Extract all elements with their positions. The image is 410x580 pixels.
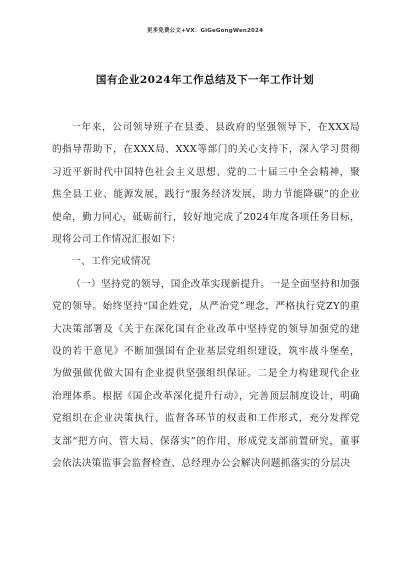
- document-body: [52, 117, 360, 476]
- document-title: 国有企业2024年工作总结及下一年工作计划: [95, 74, 315, 86]
- intro-paragraph: 一年来，公司领导班子在县委、县政府的坚强领导下，在XXX局的指导帮助下，在XXX局、XXX等部门的关心支持下，深入学习贯彻习近平新时代中国特色社会主义思想、党的二十届三中全会精神，聚焦全县工业、能源发展，践行“服务经济发展，助力节能降碳”的企业使命，勤力同心，砥砺前行，较好地完成了2024年度各项任务目标，现将公司工作情况汇报如下：: [52, 122, 360, 246]
- item-one-paragraph: （一）坚持党的领导，国企改革实现新提升。一是全面坚持和加强党的领导。始终坚持“国企姓党，从严治党”理念，严格执行党ZY的重大决策部署及《关于在深化国有企业改革中坚持党的领导加强党的建设的若干意见》不断加强国有企业基层党组织建设，筑牢战斗堡垒，为做强做优做大国有企业提供坚强组织保证。二是全力构建现代企业治理体系。根据《国企改革深化提升行动》，完善顶层制度设计，明确党组织在企业决策执行、监督各环节的权责和工作形式，充分发挥党支部“把方向、管大局、保落实”的作用，形成党支部前置研究，董事会依法决策监事会监督检查、总经理办公会解决问题抓落实的分层决: [52, 278, 360, 470]
- header-note: 更多免费公文+VX：GiGeGongWen2024: [146, 28, 264, 34]
- section-heading-work-completion: 一、工作完成情况: [71, 256, 151, 268]
